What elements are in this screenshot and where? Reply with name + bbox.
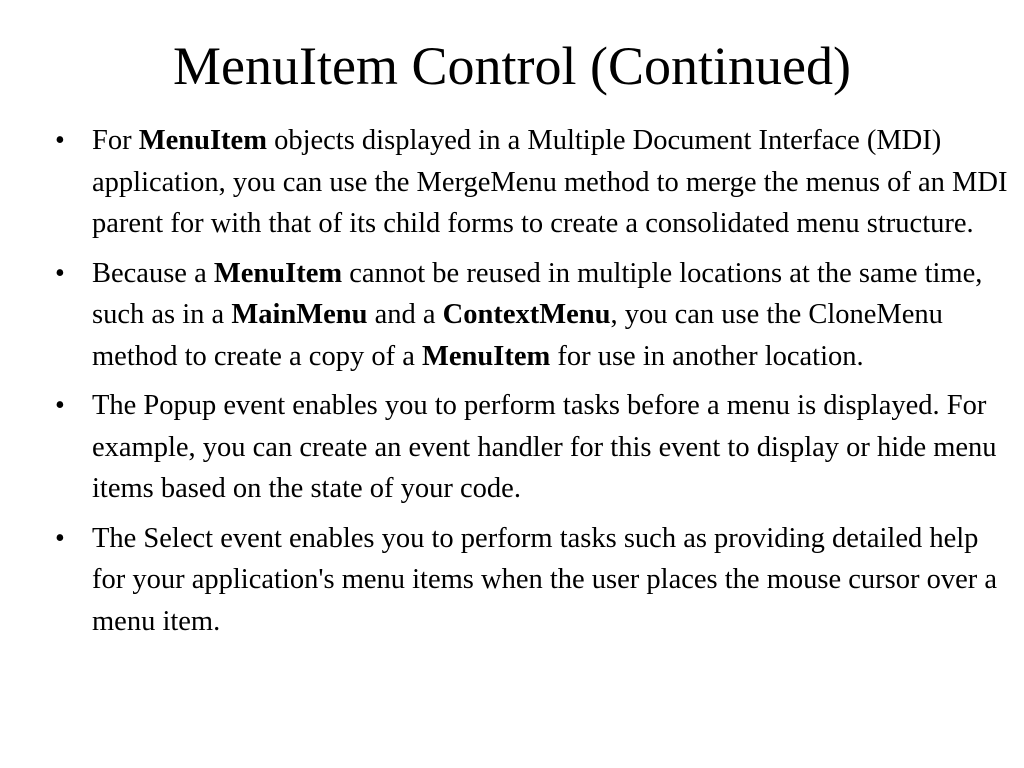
- bold-term: MenuItem: [213, 257, 343, 289]
- bullet-item: [0, 120, 1024, 245]
- bullet-item: [0, 518, 1024, 643]
- text-segment: The Popup event enables you to perform tasks before a menu is displayed. For example, you can create an event handler for this event to display or hide menu items based on the state of your code.: [92, 390, 997, 504]
- text-segment: cannot be reused in multiple locations at the same time, such as in a: [92, 257, 983, 330]
- slide-title: MenuItem Control (Continued): [173, 36, 851, 96]
- text-segment: The Select event enables you to perform tasks such as providing detailed help for your application's menu items when the user places the mouse cursor over a menu item.: [92, 522, 997, 637]
- bold-term: MenuItem: [421, 340, 551, 372]
- bold-term: MenuItem: [138, 125, 267, 156]
- text-segment: For: [92, 125, 139, 156]
- bullet-text: [92, 390, 997, 504]
- bullet-list: [0, 120, 1024, 650]
- bullet-text: [92, 523, 997, 637]
- bullet-dot-icon: •: [55, 125, 65, 156]
- text-segment: and a: [367, 299, 443, 330]
- text-segment: for use in another location.: [550, 340, 864, 372]
- bullet-item: [0, 253, 1024, 378]
- text-segment: Because a: [92, 257, 214, 289]
- text-segment: , you can use the CloneMenu method to create a copy of a: [92, 299, 943, 372]
- bullet-dot-icon: •: [55, 522, 65, 554]
- bold-term: MainMenu: [231, 299, 368, 330]
- bold-term: ContextMenu: [442, 299, 611, 330]
- bullet-item: [0, 385, 1024, 510]
- bullet-dot-icon: •: [55, 390, 65, 421]
- bullet-dot-icon: •: [55, 257, 65, 289]
- bullet-text: [92, 258, 982, 372]
- bullet-text: [92, 125, 1007, 239]
- text-segment: objects displayed in a Multiple Document Interface (MDI) application, you can use the MergeMenu method to merge the menus of an MDI parent for with that of its child forms to create a consolidated menu structure.: [92, 125, 1008, 239]
